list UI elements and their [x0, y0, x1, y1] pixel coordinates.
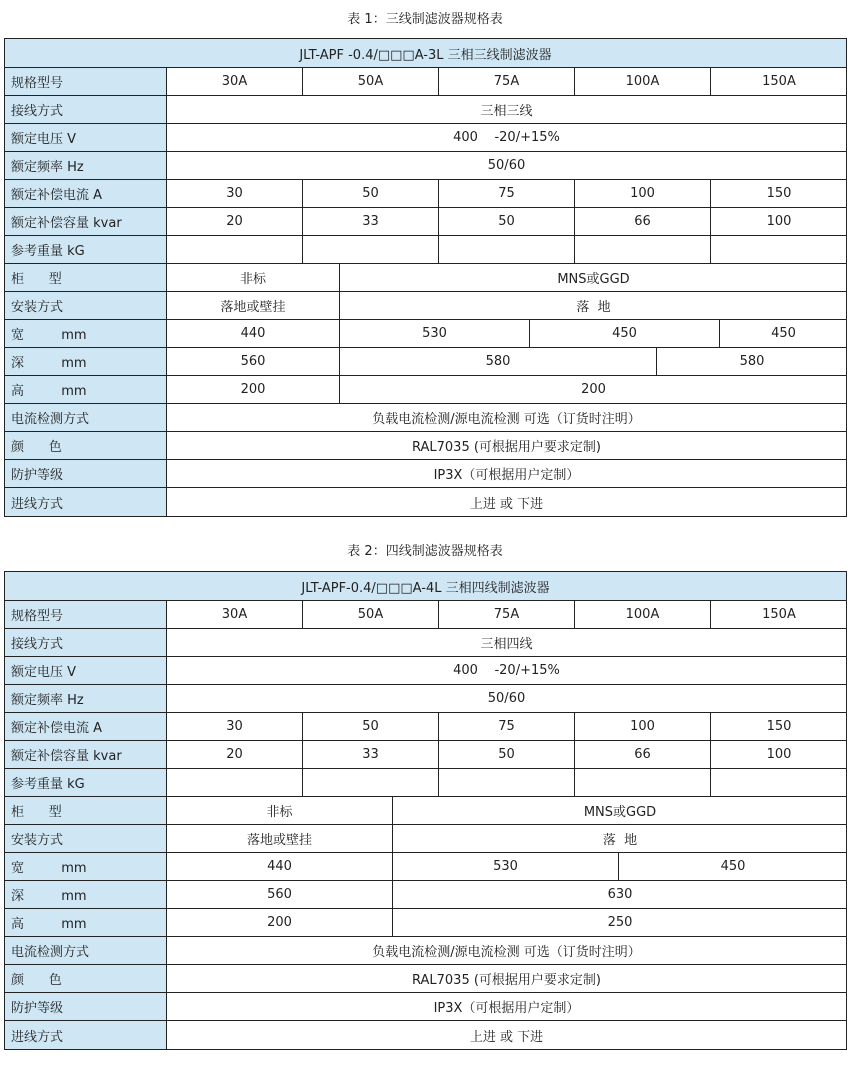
- row-label: 参考重量 kG: [5, 769, 167, 796]
- row-label: 电流检测方式: [5, 937, 167, 964]
- row-label: 电流检测方式: [5, 404, 167, 431]
- table-cell: 100: [766, 214, 792, 229]
- table-cell: 33: [303, 741, 439, 768]
- table-row: [5, 488, 846, 516]
- table-cell: 400 -20/+15%: [453, 663, 560, 678]
- table-cell: [303, 236, 439, 263]
- table-row: [5, 404, 846, 432]
- table-cell: 50: [439, 741, 575, 768]
- table-cell: 落 地: [576, 300, 611, 315]
- table-caption: 表 1：三线制滤波器规格表: [347, 12, 503, 27]
- table-cell: 75A: [439, 68, 575, 95]
- table-cell: 100A: [575, 601, 711, 628]
- row-label: 深 mm: [5, 881, 167, 908]
- table-cell: 200: [167, 376, 340, 403]
- table-cell: 20: [167, 741, 303, 768]
- row-label: 额定频率 Hz: [5, 152, 167, 179]
- table-cell: 630: [607, 887, 633, 902]
- table-cell: RAL7035 (可根据用户要求定制): [411, 440, 601, 455]
- table-cell: [303, 769, 439, 796]
- row-label: 安装方式: [5, 825, 167, 852]
- table-cell: [575, 236, 711, 263]
- table-cell: 30A: [167, 68, 303, 95]
- table-row: [5, 657, 846, 685]
- table-cell: [439, 769, 575, 796]
- table-cell: 50/60: [487, 158, 526, 173]
- row-label: 接线方式: [5, 629, 167, 656]
- table-cell: [711, 769, 847, 796]
- row-label: 深 mm: [5, 348, 167, 375]
- row-label: 额定补偿容量 kvar: [5, 741, 167, 768]
- table-cell: 100A: [575, 68, 711, 95]
- table-cell: 落地或壁挂: [167, 825, 393, 852]
- table-cell: 150: [766, 719, 792, 734]
- row-label: 进线方式: [5, 488, 167, 516]
- table-row: [5, 713, 846, 741]
- table-cell: 75: [439, 713, 575, 740]
- table-cell: 200: [167, 909, 393, 936]
- table-cell: 450: [771, 326, 796, 341]
- table-row: [5, 601, 846, 629]
- table-cell: [439, 236, 575, 263]
- table-row: [5, 376, 846, 404]
- table-cell: 50: [303, 180, 439, 207]
- table-row: [5, 320, 846, 348]
- table-cell: 66: [575, 208, 711, 235]
- table-cell: 50A: [303, 601, 439, 628]
- table-cell: 落 地: [602, 833, 638, 848]
- row-label: 防护等级: [5, 460, 167, 487]
- row-label: 接线方式: [5, 96, 167, 123]
- table-title-row: JLT-APF -0.4/□□□A-3L 三相三线制滤波器: [5, 39, 846, 68]
- table-cell: 400 -20/+15%: [453, 130, 560, 145]
- row-label: 颜 色: [5, 432, 167, 459]
- table-row: [5, 881, 846, 909]
- table-cell: 450: [530, 320, 720, 347]
- table-cell: MNS或GGD: [557, 272, 630, 287]
- row-label: 额定补偿电流 A: [5, 713, 167, 740]
- table-cell: 250: [607, 915, 633, 930]
- table-cell: 150A: [762, 607, 796, 622]
- table-row: [5, 236, 846, 264]
- table-cell: 50: [303, 713, 439, 740]
- table-row: [5, 629, 846, 657]
- row-label: 额定补偿电流 A: [5, 180, 167, 207]
- table-cell: [167, 769, 303, 796]
- table-cell: 100: [575, 713, 711, 740]
- row-label: 宽 mm: [5, 320, 167, 347]
- table-cell: 580: [739, 354, 765, 369]
- table-cell: 负载电流检测/源电流检测 可选（订货时注明）: [372, 945, 641, 960]
- table-row: [5, 264, 846, 292]
- table-cell: 66: [575, 741, 711, 768]
- table-cell: 450: [720, 859, 746, 874]
- row-label: 宽 mm: [5, 853, 167, 880]
- table-row: [5, 993, 846, 1021]
- table-row: [5, 348, 846, 376]
- table-cell: [575, 769, 711, 796]
- table-cell: 30: [167, 713, 303, 740]
- table-cell: RAL7035 (可根据用户要求定制): [411, 973, 601, 988]
- table-cell: [711, 236, 847, 263]
- spec-table: [4, 38, 847, 517]
- row-label: 规格型号: [5, 68, 167, 95]
- table-row: [5, 853, 846, 881]
- table-cell: 落地或壁挂: [167, 292, 340, 319]
- row-label: 额定频率 Hz: [5, 685, 167, 712]
- table-cell: 三相四线: [480, 637, 533, 652]
- table-row: [5, 741, 846, 769]
- row-label: 额定补偿容量 kvar: [5, 208, 167, 235]
- table-row: [5, 432, 846, 460]
- table-row: [5, 937, 846, 965]
- row-label: 规格型号: [5, 601, 167, 628]
- table-cell: 50: [439, 208, 575, 235]
- table-cell: IP3X（可根据用户定制）: [433, 468, 580, 483]
- row-label: 进线方式: [5, 1021, 167, 1049]
- table-cell: 200: [581, 382, 606, 397]
- table-row: [5, 96, 846, 124]
- table-cell: 530: [393, 853, 619, 880]
- table-cell: 100: [766, 747, 792, 762]
- table-cell: 上进 或 下进: [469, 496, 544, 512]
- row-label: 柜 型: [5, 797, 167, 824]
- table-row: [5, 68, 846, 96]
- row-label: 参考重量 kG: [5, 236, 167, 263]
- table-cell: 负载电流检测/源电流检测 可选（订货时注明）: [372, 412, 641, 427]
- spec-table: [4, 571, 847, 1050]
- row-label: 柜 型: [5, 264, 167, 291]
- table-cell: 三相三线: [480, 104, 533, 119]
- table-cell: 33: [303, 208, 439, 235]
- row-label: 防护等级: [5, 993, 167, 1020]
- row-label: 高 mm: [5, 376, 167, 403]
- table-cell: 20: [167, 208, 303, 235]
- table-cell: MNS或GGD: [583, 805, 657, 820]
- table-cell: 560: [167, 881, 393, 908]
- table-row: [5, 124, 846, 152]
- table-cell: 非标: [167, 264, 340, 291]
- table-cell: 75A: [439, 601, 575, 628]
- table-cell: 50A: [303, 68, 439, 95]
- table-row: [5, 460, 846, 488]
- row-label: 额定电压 V: [5, 657, 167, 684]
- table-row: [5, 292, 846, 320]
- row-label: 高 mm: [5, 909, 167, 936]
- table-cell: 150: [766, 186, 792, 201]
- table-row: [5, 825, 846, 853]
- table-row: [5, 769, 846, 797]
- table-cell: 150A: [762, 74, 796, 89]
- table-cell: 30A: [167, 601, 303, 628]
- table-cell: 560: [167, 348, 340, 375]
- table-row: [5, 208, 846, 236]
- table-row: [5, 909, 846, 937]
- table-cell: 580: [340, 348, 657, 375]
- table-row: [5, 1021, 846, 1049]
- table-row: [5, 965, 846, 993]
- table-cell: 100: [575, 180, 711, 207]
- row-label: 额定电压 V: [5, 124, 167, 151]
- table-cell: [167, 236, 303, 263]
- table-cell: 440: [167, 320, 340, 347]
- row-label: 颜 色: [5, 965, 167, 992]
- table-cell: 50/60: [487, 691, 526, 706]
- table-row: [5, 152, 846, 180]
- table-title-row: JLT-APF-0.4/□□□A-4L 三相四线制滤波器: [5, 572, 846, 601]
- table-row: [5, 685, 846, 713]
- table-row: [5, 797, 846, 825]
- table-cell: 30: [167, 180, 303, 207]
- table-cell: IP3X（可根据用户定制）: [433, 1001, 580, 1016]
- table-cell: 上进 或 下进: [469, 1029, 544, 1045]
- table-cell: 530: [340, 320, 530, 347]
- row-label: 安装方式: [5, 292, 167, 319]
- table-cell: 440: [167, 853, 393, 880]
- table-caption: 表 2：四线制滤波器规格表: [347, 544, 503, 559]
- table-cell: 75: [439, 180, 575, 207]
- table-row: [5, 180, 846, 208]
- table-cell: 非标: [167, 797, 393, 824]
